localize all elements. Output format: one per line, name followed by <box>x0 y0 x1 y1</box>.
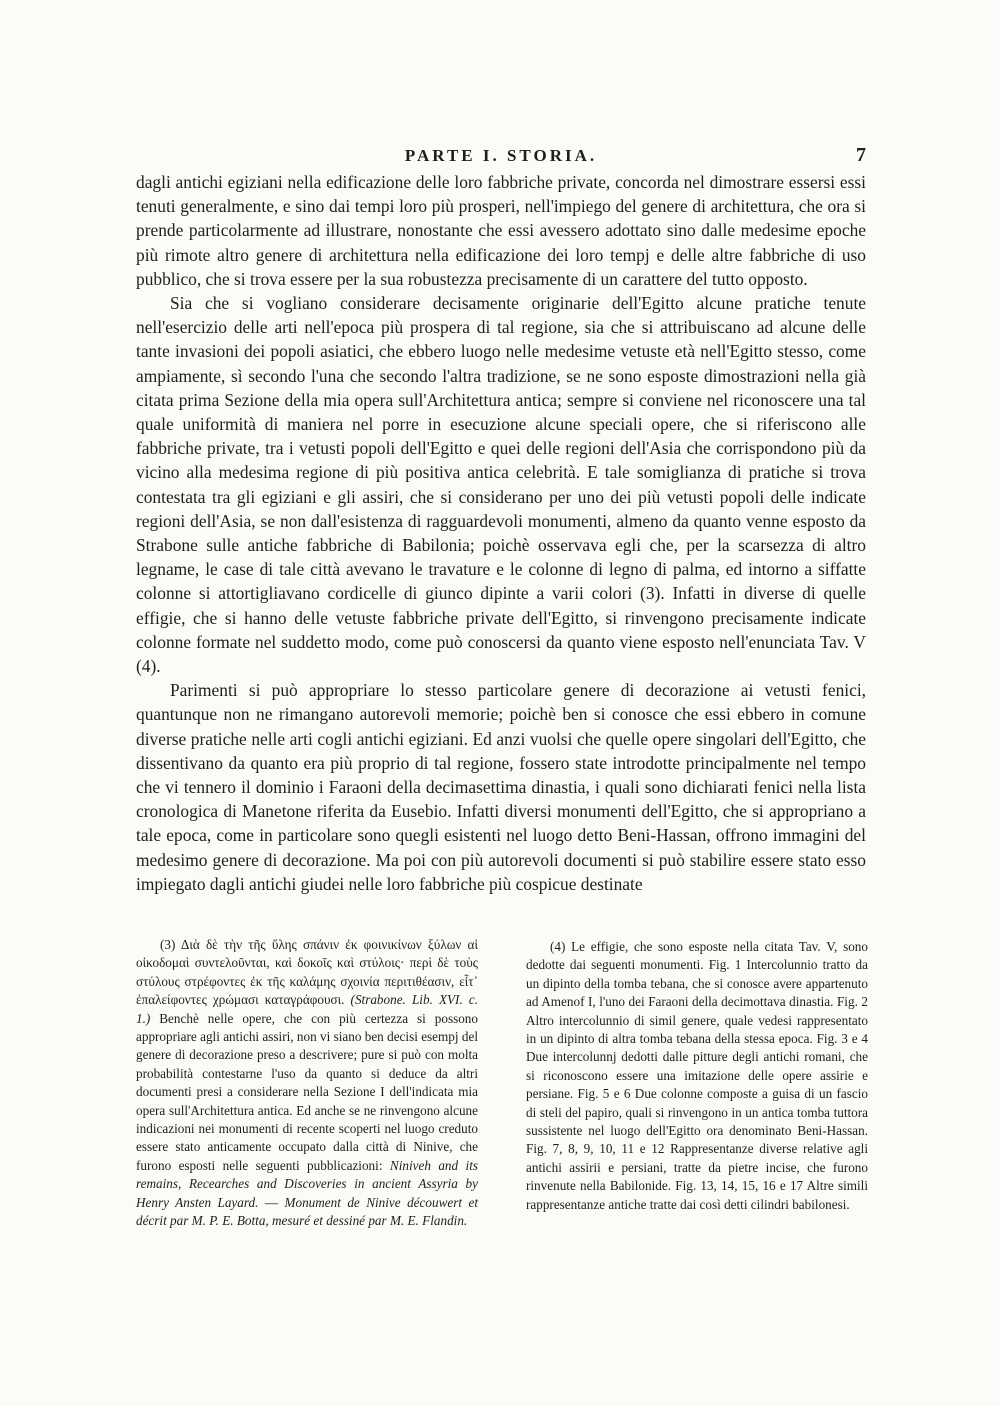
footnote-3-reference-layard: Niniveh and its remains, Recearches and Discoveries in ancient Assyria by Henry Ansten Layard. <box>136 1157 478 1210</box>
footnote-3-greek-quote: (3) Διὰ δὲ τὴν τῆς ὕλης σπάνιν ἐκ φοινικίνων ξύλων αἱ οἰκοδομαὶ συντελοῦνται, καὶ δοκοῖς καὶ στύλοις· περὶ δὲ τοὺς στύλους στρέφοντες ἐκ τῆς καλάμης σχοινία περιτιθέασιν, εἶτ᾽ ἐπαλείφοντες χρώμασι καταγράφουσι. <box>136 937 478 1008</box>
footnote-3-dash: — <box>258 1194 285 1210</box>
body-text <box>136 170 866 896</box>
footnote-3 <box>136 936 478 1231</box>
footnote-3-text: Benchè nelle opere, che con più certezza si possono appropriare agli antichi assiri, non vi siano ben decisi esempj del genere di decorazione preso a descrivere; pure si può con molta probabilità contestarne l'uso da quanto si deduce da altri documenti presi a considerare nella Sezione I dell'indicata mia opera sull'Architettura antica. Ed anche se ne rinvengono alcune indicazioni nei monumenti di recente scoperti nel luogo creduto essere stato anticamente occupato dalla città di Ninive, che furono esposti nelle seguenti pubblicazioni: <box>136 1010 478 1173</box>
paragraph-3: Parimenti si può appropriare lo stesso particolare genere di decorazione ai vetusti fenici, quantunque non ne rimangano autorevoli memorie; poichè ben si conosce che essi ebbero in comune diverse pratiche nelle arti cogli antichi egiziani. Ed anzi vuolsi che quelle opere singolari dell'Egitto, che dissentivano da quanto era più proprio di tal regione, fossero state introdotte principalmente nel tempo che vi tennero il dominio i Faraoni della decimasettima dinastia, i quali sono dichiarati fenici nella lista cronologica di Manetone riferita da Eusebio. Infatti diversi monumenti dell'Egitto, che si appropriano a tale epoca, come in particolare sono quegli esistenti nel luogo detto Beni-Hassan, offrono immagini del medesimo genere di decorazione. Ma poi con più autorevoli documenti si può stabilire essere stato esso impiegato dagli antichi giudei nelle loro fabbriche più cospicue destinate <box>136 680 866 894</box>
paragraph-1: dagli antichi egiziani nella edificazione delle loro fabbriche private, concorda nel dimostrare essersi essi tenuti generalmente, e sino dai tempi loro più prosperi, nell'impiego del genere di architettura, che ora si prende particolarmente ad illustrare, nonostante che essi avessero adottato sino dalle medesime epoche più rimote altro genere di architettura nella edificazione dei loro tempj e delle altre fabbriche di uso pubblico, che si trova essere per la sua robustezza precisamente di un carattere del tutto opposto. <box>136 172 866 289</box>
footnote-4 <box>526 938 868 1214</box>
footnote-4-text: (4) Le effigie, che sono esposte nella citata Tav. V, sono dedotte dai seguenti monumenti. Fig. 1 Intercolunnio tratto da un dipinto della tomba tebana, che si conosce avere appartenuto ad Amenof I, l'uno dei Faraoni della decimottava dinastia. Fig. 2 Altro intercolunnio di simil genere, quale vedesi rappresentato in un dipinto di altra tomba tebana della stessa epoca. Fig. 3 e 4 Due intercolunnj dedotti dalle pitture degli antichi romani, che si riconoscono essere una imitazione delle opere assirie e persiane. Fig. 5 e 6 Due colonne composte a guisa di un fascio di steli del papiro, quali si rinvengono in un antica tomba tuttora sussistente nel luogo dell'Egitto ora denominato Beni-Hassan. Fig. 7, 8, 9, 10, 11 e 12 Rappresentanze diverse relative agli antichi assirii e persiani, tratte da pietre incise, che furono rinvenute nella Babilonide. Fig. 13, 14, 15, 16 e 17 Altre simili rappresentanze antiche tratte dai così detti cilindri babilonesi. <box>526 939 868 1212</box>
running-head: PARTE I. STORIA. <box>404 146 598 165</box>
footnotes <box>136 936 868 1229</box>
paragraph-2: Sia che si vogliano considerare decisamente originarie dell'Egitto alcune pratiche tenute nell'esercizio delle arti nell'epoca più prospera di tal regione, sia che si attribuiscano ad alcune delle tante invasioni dei popoli asiatici, che ebbero luogo nelle medesime vetuste età nell'Egitto stesso, come ampiamente, sì secondo l'una che secondo l'altra tradizione, se ne sono esposte dimostrazioni nella già citata prima Sezione della mia opera sull'Architettura antica; sempre si conviene nel riconoscere una tal quale uniformità di maniera nel porre in esecuzione alcune speciali opere, che si riferiscono alle fabbriche private, tra i vetusti popoli dell'Egitto e quei delle regioni dell'Asia che corrispondono più da vicino alla medesima regione di più positiva antica celebrità. E tale somiglianza di pratiche si trova contestata tra gli egiziani e gli assiri, che si considerano per uno dei più vetusti popoli delle indicate regioni dell'Asia, se non dall'esistenza di ragguardevoli monumenti, almeno da quanto venne esposto da Strabone sulle antiche fabbriche di Babilonia; poichè osservava egli che, per la scarsezza di altro legname, le case di tale città avevano le travature e le colonne di legno di palma, ed intorno a siffatte colonne si attortigliavano cordicelle di giunco dipinte a varii colori (3). Infatti in diverse di quelle effigie, che si hanno delle vetuste fabbriche private dell'Egitto, si rinvengono precisamente indicate colonne formate nel suddetto modo, come può conoscersi da quanto viene esposto nell'enunciata Tav. V (4). <box>136 293 866 677</box>
page-header <box>136 146 866 170</box>
page-number: 7 <box>856 144 866 166</box>
footnote-3-reference-botta: Monument de Ninive découwert et décrit par M. P. E. Botta, mesuré et dessiné par M. E. Flandin. <box>136 1194 478 1229</box>
footnote-3-citation: (Strabone. Lib. XVI. c. 1.) <box>136 992 479 1026</box>
